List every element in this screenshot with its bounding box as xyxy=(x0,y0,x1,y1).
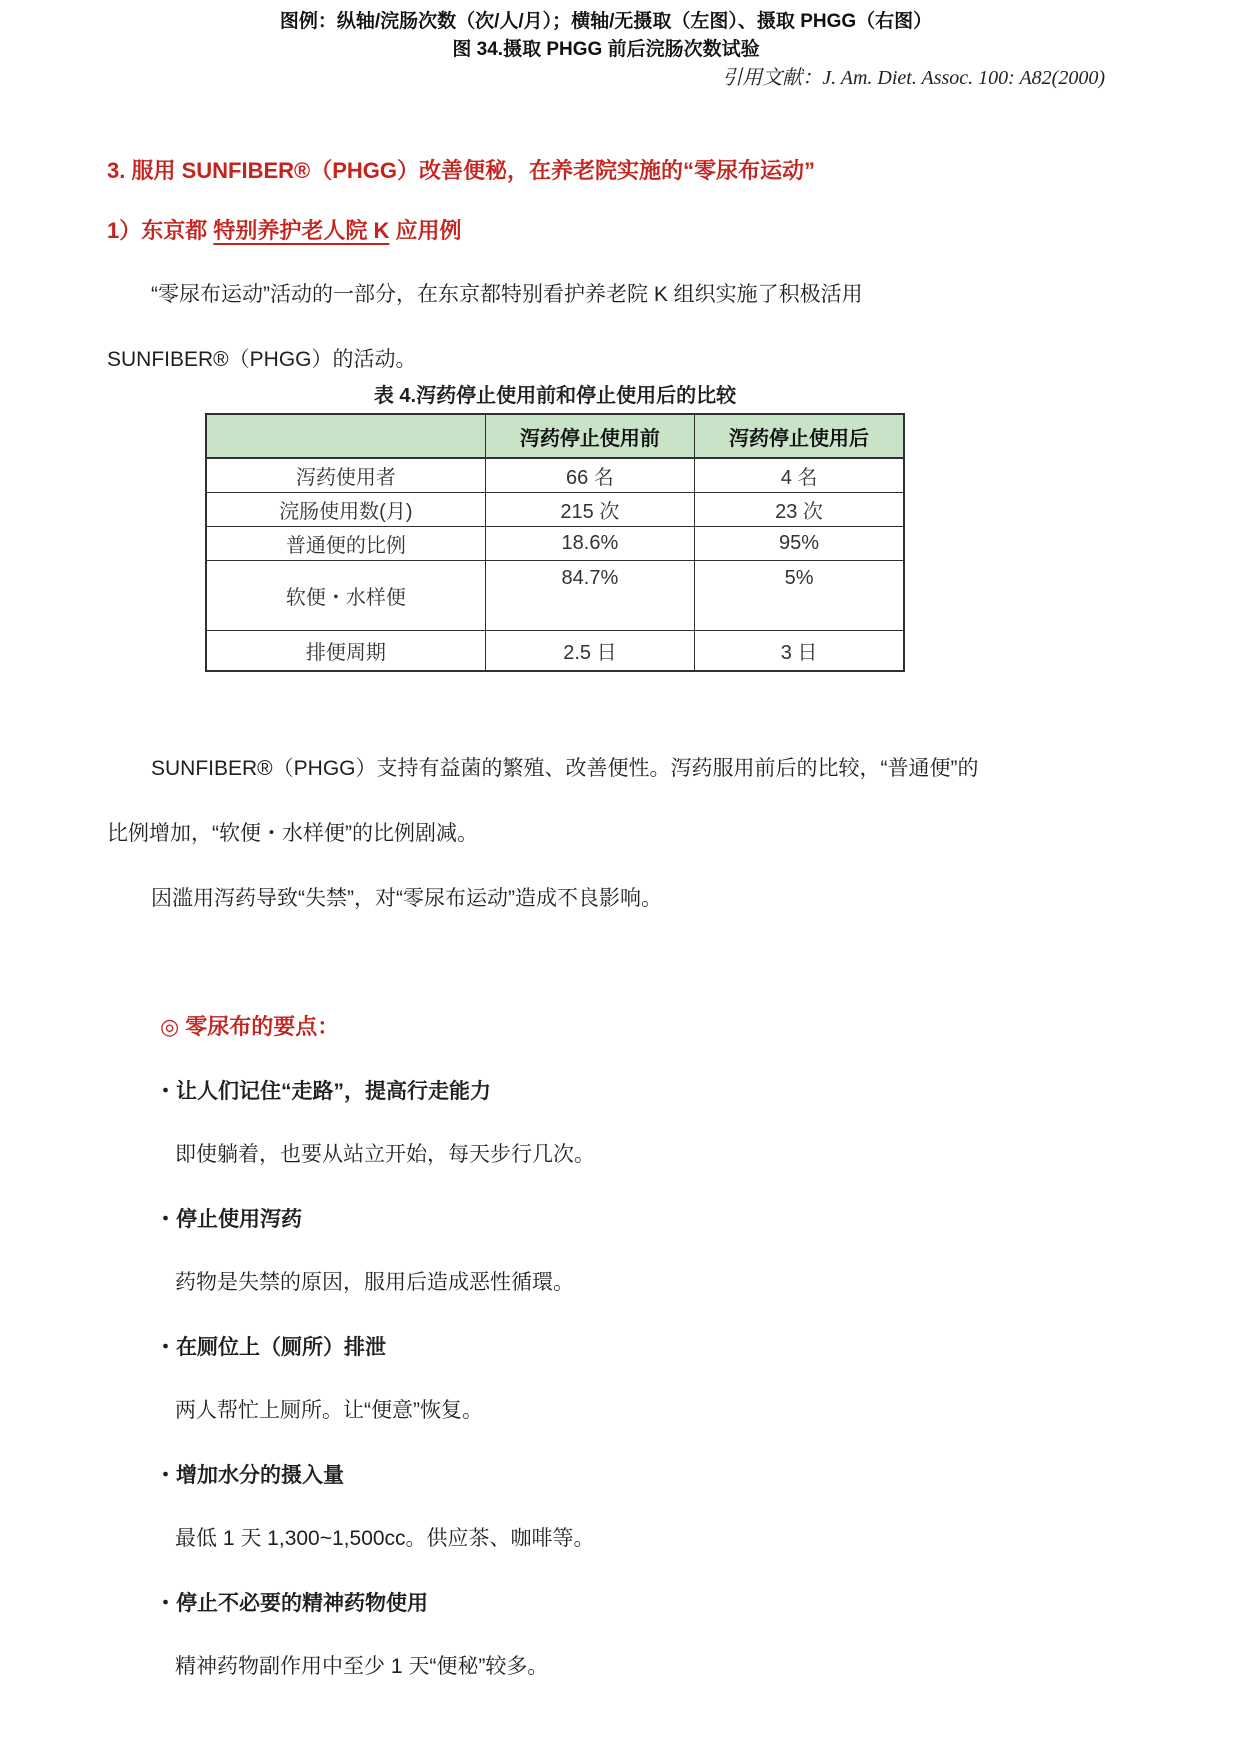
figure-legend-line: 图例：纵轴/浣肠次数（次/人/月）；横轴/无摄取（左图）、摄取 PHGG（右图） xyxy=(279,11,933,32)
subheading-suffix: 应用例 xyxy=(389,218,462,243)
table-title: 表 4.泻药停止使用前和停止使用后的比较 xyxy=(373,385,737,407)
table-row xyxy=(206,561,904,631)
points-heading: ◎ 零尿布的要点： xyxy=(160,1013,340,1039)
value-before-cell: 66 名 xyxy=(485,458,694,493)
subheading-underlined: 特别养护老人院 K xyxy=(213,218,390,243)
point-title: ・停止不必要的精神药物使用 xyxy=(155,1591,428,1615)
point-desc: 精神药物副作用中至少 1 天“便秘”较多。 xyxy=(175,1654,549,1678)
paragraph-line: 因滥用泻药导致“失禁”，对“零尿布运动”造成不良影响。 xyxy=(151,886,662,910)
table-row xyxy=(206,493,904,527)
value-after-cell: 4 名 xyxy=(695,458,904,493)
point-desc: 药物是失禁的原因，服用后造成恶性循環。 xyxy=(175,1270,574,1294)
paragraph-line: SUNFIBER®（PHGG）支持有益菌的繁殖、改善便性。泻药服用前后的比较，“普通便”的 xyxy=(151,756,979,780)
point-title: ・在厕位上（厕所）排泄 xyxy=(155,1335,386,1359)
subheading-prefix: 1）东京都 xyxy=(107,218,214,243)
paragraph-line: “零尿布运动”活动的一部分，在东京都特别看护养老院 K 组织实施了积极活用 xyxy=(151,283,863,306)
row-label-cell: 排便周期 xyxy=(206,631,485,671)
point-title: ・让人们记住“走路”，提高行走能力 xyxy=(155,1079,491,1103)
table-row xyxy=(206,458,904,493)
row-label-cell: 普通便的比例 xyxy=(206,527,485,561)
row-label-cell: 浣肠使用数(月) xyxy=(206,493,485,527)
table-row xyxy=(206,527,904,561)
value-after-cell: 3 日 xyxy=(695,631,904,671)
paragraph-line: 比例增加，“软便・水样便”的比例剧减。 xyxy=(107,821,478,845)
point-desc: 两人帮忙上厕所。让“便意”恢复。 xyxy=(175,1398,483,1422)
section-subheading xyxy=(107,216,1105,246)
paragraph-line: SUNFIBER®（PHGG）的活动。 xyxy=(107,348,417,371)
table-header-cell: 泻药停止使用前 xyxy=(485,414,694,458)
table-row xyxy=(206,631,904,671)
value-before-cell: 215 次 xyxy=(485,493,694,527)
section-heading: 3. 服用 SUNFIBER®（PHGG）改善便秘，在养老院实施的“零尿布运动” xyxy=(107,158,816,183)
table-header-cell xyxy=(206,414,485,458)
comparison-table xyxy=(205,413,905,672)
table-header-cell: 泻药停止使用后 xyxy=(695,414,904,458)
point-title: ・增加水分的摄入量 xyxy=(155,1463,344,1487)
figure-title-line: 图 34.摄取 PHGG 前后浣肠次数试验 xyxy=(452,39,760,60)
value-before-cell: 84.7% xyxy=(485,561,694,631)
value-after-cell: 5% xyxy=(695,561,904,631)
row-label-cell: 软便・水样便 xyxy=(206,561,485,631)
value-before-cell: 2.5 日 xyxy=(485,631,694,671)
citation-line: 引用文献：J. Am. Diet. Assoc. 100: A82(2000) xyxy=(722,67,1105,89)
value-after-cell: 23 次 xyxy=(695,493,904,527)
point-desc: 最低 1 天 1,300~1,500cc。供应茶、咖啡等。 xyxy=(175,1526,595,1550)
point-title: ・停止使用泻药 xyxy=(155,1207,302,1231)
row-label-cell: 泻药使用者 xyxy=(206,458,485,493)
value-after-cell: 95% xyxy=(695,527,904,561)
point-desc: 即使躺着，也要从站立开始，每天步行几次。 xyxy=(175,1142,595,1166)
value-before-cell: 18.6% xyxy=(485,527,694,561)
table-header-row xyxy=(206,414,904,458)
